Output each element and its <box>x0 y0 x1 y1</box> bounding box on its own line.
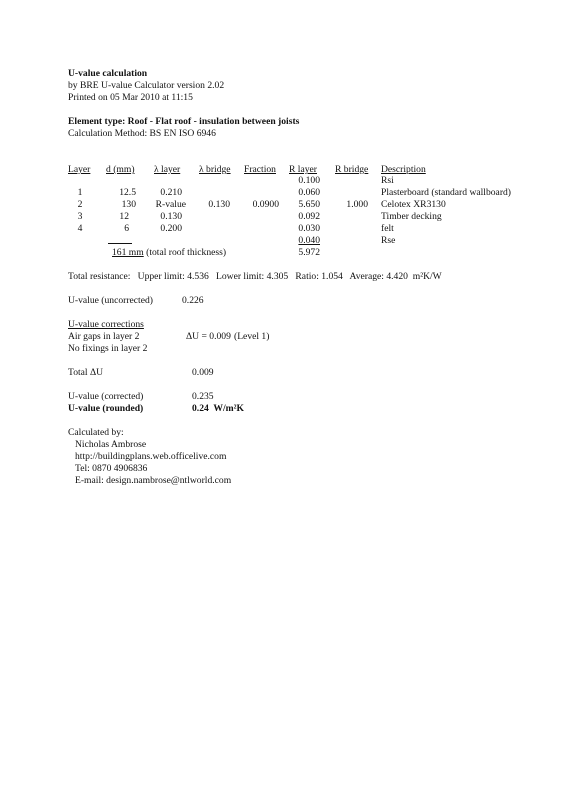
u-value-uncorrected-value: 0.226 <box>182 295 204 306</box>
col-header-description: Description <box>381 164 426 175</box>
table-cell-lambda-bridge: 0.130 <box>208 199 230 210</box>
document-title: U-value calculation <box>68 68 148 79</box>
table-cell-r-layer: 5.650 <box>298 199 320 210</box>
table-cell-description: Timber decking <box>381 211 442 222</box>
author-url: http://buildingplans.web.officelive.com <box>75 451 227 462</box>
u-value-rounded-value: 0.24 W/m²K <box>192 403 245 414</box>
col-header-fraction: Fraction <box>244 164 276 175</box>
table-cell-description: Plasterboard (standard wallboard) <box>381 187 512 198</box>
air-gaps-level: (Level 1) <box>234 331 270 342</box>
col-header-d: d (mm) <box>106 164 135 175</box>
u-value-corrected-label: U-value (corrected) <box>68 391 144 402</box>
col-header-r-layer: R layer <box>289 164 317 175</box>
calculator-version: by BRE U-value Calculator version 2.02 <box>68 80 225 91</box>
table-cell-layer: 4 <box>77 223 83 234</box>
corrections-heading: U-value corrections <box>68 319 144 330</box>
table-cell-d: 12.5 <box>119 187 136 198</box>
author-tel: Tel: 0870 4906836 <box>75 463 148 474</box>
col-header-lambda-bridge: λ bridge <box>199 164 231 175</box>
table-cell-r-layer: 0.040 <box>298 235 320 246</box>
calculation-method: Calculation Method: BS EN ISO 6946 <box>68 128 216 139</box>
table-cell-description: Rse <box>381 235 396 246</box>
table-cell-r-layer: 0.092 <box>298 211 320 222</box>
col-header-layer: Layer <box>68 164 91 175</box>
table-cell-layer: 1 <box>77 187 83 198</box>
table-cell-lambda-layer: R-value <box>155 199 186 210</box>
table-cell-r-layer: 0.030 <box>298 223 320 234</box>
u-value-rounded-label: U-value (rounded) <box>68 403 144 414</box>
air-gaps-value: ΔU = 0.009 <box>186 331 231 342</box>
table-cell-d: 6 <box>124 223 129 234</box>
table-cell-d: 130 <box>121 199 136 210</box>
author-email: E-mail: design.nambrose@ntlworld.com <box>75 475 232 486</box>
total-thickness-row <box>112 247 226 259</box>
total-thickness-note: (total roof thickness) <box>146 247 227 258</box>
table-cell-r-bridge: 1.000 <box>346 199 368 210</box>
table-cell-description: Celotex XR3130 <box>381 199 446 210</box>
table-cell-lambda-layer: 0.200 <box>160 223 182 234</box>
table-cell-r-layer: 0.100 <box>298 175 320 186</box>
table-cell-lambda-layer: 0.210 <box>160 187 182 198</box>
u-value-corrected-value: 0.235 <box>192 391 214 402</box>
col-header-lambda-layer: λ layer <box>154 164 181 175</box>
air-gaps-label: Air gaps in layer 2 <box>68 331 140 342</box>
author-name: Nicholas Ambrose <box>75 439 147 450</box>
col-header-r-bridge: R bridge <box>335 164 369 175</box>
table-cell-description: felt <box>381 223 394 234</box>
table-cell-description: Rsi <box>381 175 394 186</box>
total-resistance: Total resistance: Upper limit: 4.536 Lower limit: 4.305 Ratio: 1.054 Average: 4.420 m²K/W <box>68 271 442 282</box>
table-cell-layer: 3 <box>77 211 83 222</box>
total-du-value: 0.009 <box>192 367 214 378</box>
total-du-label: Total ΔU <box>68 367 104 378</box>
table-cell-fraction: 0.0900 <box>252 199 279 210</box>
sum-rule <box>108 243 132 244</box>
table-cell-layer: 2 <box>77 199 83 210</box>
element-type: Element type: Roof - Flat roof - insulation between joists <box>68 116 300 127</box>
u-value-uncorrected-label: U-value (uncorrected) <box>68 295 153 306</box>
calculated-by-heading: Calculated by: <box>68 427 124 438</box>
fixings-note: No fixings in layer 2 <box>68 343 148 354</box>
printed-date: Printed on 05 Mar 2010 at 11:15 <box>68 92 193 103</box>
total-thickness-value: 161 mm <box>112 247 144 258</box>
total-r-value: 5.972 <box>298 247 320 258</box>
table-cell-d: 12 <box>119 211 129 222</box>
table-cell-r-layer: 0.060 <box>298 187 320 198</box>
table-cell-lambda-layer: 0.130 <box>160 211 182 222</box>
